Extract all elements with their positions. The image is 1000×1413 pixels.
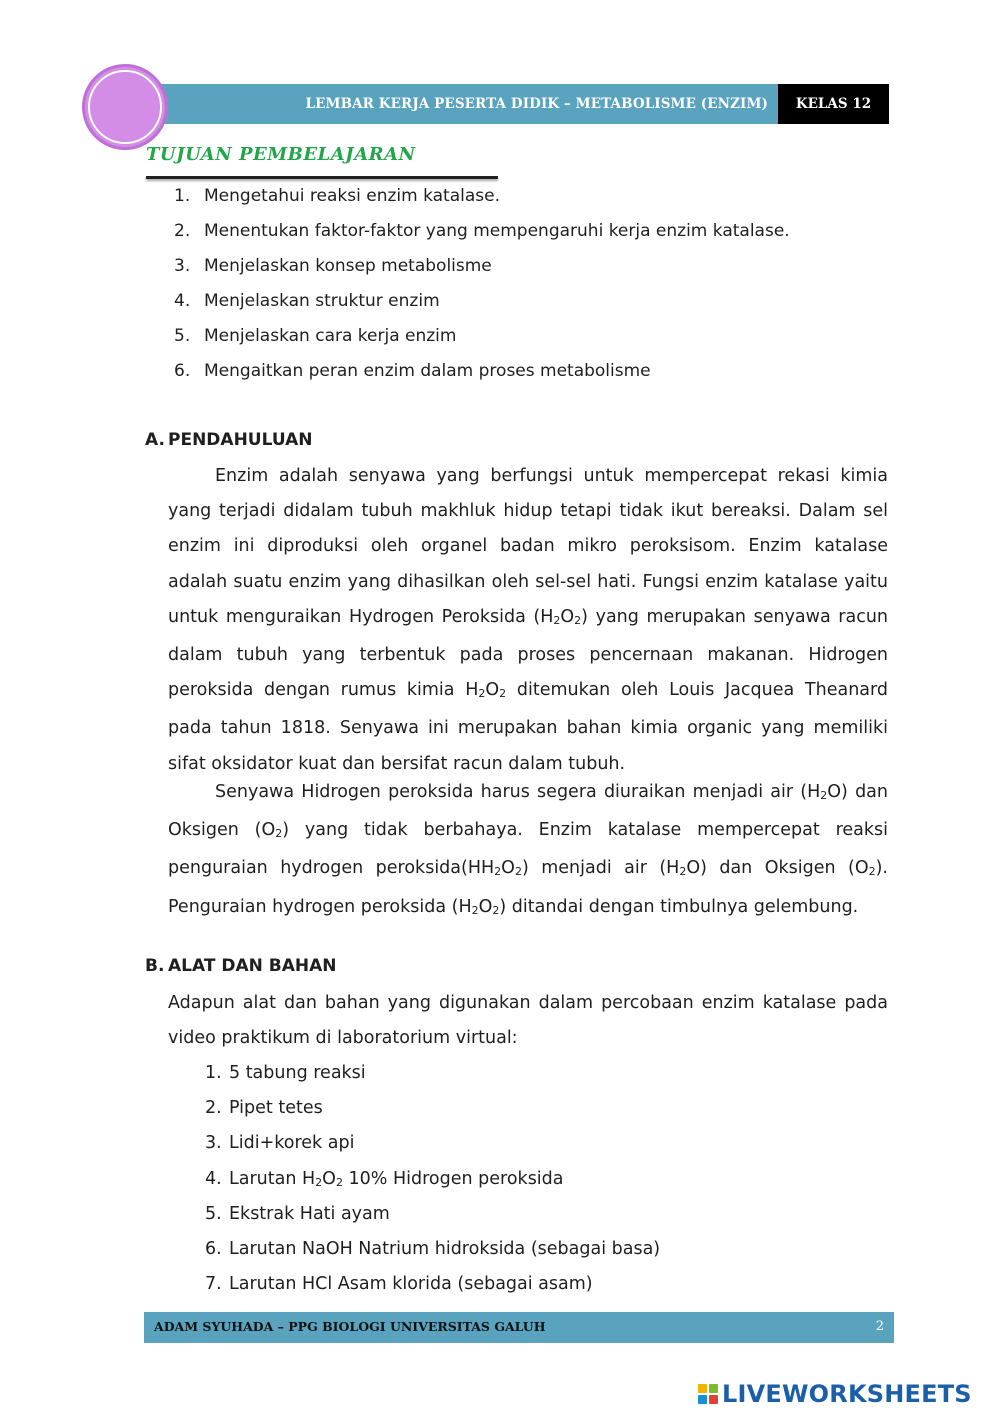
item-text: Larutan NaOH Natrium hidroksida (sebagai basa) xyxy=(229,1238,661,1259)
item-number: 1. xyxy=(174,186,191,206)
text-run: ) yang merupakan senyawa racun dalam tubuh yang terbentuk pada proses pencernaan makanan. Hidrogen peroksida dengan rumus kimia H xyxy=(168,606,888,701)
list-item xyxy=(205,1269,660,1304)
subscript: 2 xyxy=(478,687,486,701)
item-text: 5 tabung reaksi xyxy=(229,1063,366,1083)
subscript: 2 xyxy=(275,827,283,841)
text-run: 10% Hidrogen peroksida xyxy=(348,1168,564,1189)
watermark-text: LIVEWORKSHEETS xyxy=(722,1380,972,1408)
subscript: 2 xyxy=(315,1175,323,1189)
list-item xyxy=(174,219,790,254)
subscript: 2 xyxy=(335,1175,343,1189)
text-run: ) yang tidak berbahaya. Enzim katalase mempercepat reaksi penguraian hydrogen peroksida(H xyxy=(168,820,888,879)
item-number: 2. xyxy=(205,1098,222,1119)
text-run: O) dan Oksigen (O xyxy=(686,858,869,879)
list-item xyxy=(174,254,790,289)
item-number: 5. xyxy=(174,326,191,346)
list-item xyxy=(205,1093,660,1128)
section-b-heading xyxy=(145,956,336,976)
subscript: 2 xyxy=(868,865,876,879)
text-run: O xyxy=(501,858,515,879)
text-run: ditemukan oleh Louis Jacquea Theanard pada tahun 1818. Senyawa ini merupakan bahan kimia organic yang memiliki sifat oksidator kuat dan bersifat racun dalam tubuh. xyxy=(168,680,889,774)
heading-divider xyxy=(146,176,498,179)
footer-author: ADAM SYUHADA – PPG BIOLOGI UNIVERSITAS GALUH xyxy=(154,1319,546,1334)
intro-paragraph-1 xyxy=(168,459,888,782)
text-run: H xyxy=(481,858,495,879)
list-item xyxy=(205,1058,660,1093)
item-number: 6. xyxy=(205,1238,222,1259)
item-text xyxy=(229,1164,564,1199)
list-item xyxy=(205,1164,660,1199)
subscript: 2 xyxy=(553,613,561,627)
list-item xyxy=(205,1199,660,1234)
item-number: 6. xyxy=(174,361,191,381)
text-run: Senyawa Hidrogen peroksida harus segera diuraikan menjadi air (H xyxy=(215,782,821,802)
class-label: KELAS 12 xyxy=(778,84,889,124)
text-run: Larutan H xyxy=(229,1168,316,1189)
liveworksheets-logo xyxy=(698,1377,972,1411)
list-item xyxy=(174,324,790,359)
item-text: Menjelaskan struktur enzim xyxy=(204,291,440,311)
list-item xyxy=(174,184,790,219)
subscript: 2 xyxy=(471,903,479,917)
materials-list xyxy=(205,1058,660,1304)
text-run: O xyxy=(485,680,500,701)
text-run: ) ditandai dengan timbulnya gelembung. xyxy=(499,896,859,917)
text-run: ). Penguraian hydrogen peroksida (H xyxy=(168,858,888,917)
subscript: 2 xyxy=(514,865,522,879)
item-text: Menjelaskan konsep metabolisme xyxy=(204,256,492,276)
intro-paragraph-2 xyxy=(168,775,888,928)
text-run: O) dan Oksigen (O xyxy=(168,782,888,841)
materials-intro: Adapun alat dan bahan yang digunakan dalam percobaan enzim katalase pada video praktikum di laboratorium virtual: xyxy=(168,993,888,1049)
list-item xyxy=(205,1128,660,1163)
subscript: 2 xyxy=(492,903,500,917)
liveworksheets-grid-icon xyxy=(698,1384,718,1404)
section-letter: B. xyxy=(145,956,165,976)
section-letter: A. xyxy=(145,430,165,450)
item-text: Ekstrak Hati ayam xyxy=(229,1203,390,1224)
logo-ring-icon xyxy=(88,70,162,144)
text-run: ) menjadi air (H xyxy=(521,858,680,879)
page-number: 2 xyxy=(875,1319,884,1334)
section-title: PENDAHULUAN xyxy=(168,430,313,450)
subscript: 2 xyxy=(820,789,828,802)
item-text: Menjelaskan cara kerja enzim xyxy=(204,326,457,346)
header-title: LEMBAR KERJA PESERTA DIDIK – METABOLISME (ENZIM) xyxy=(305,96,768,112)
item-text: Menentukan faktor-faktor yang mempengaruhi kerja enzim katalase. xyxy=(204,221,790,241)
text-run: O xyxy=(322,1168,336,1189)
list-item xyxy=(174,359,790,394)
item-text: Mengaitkan peran enzim dalam proses metabolisme xyxy=(204,361,651,381)
objectives-heading: TUJUAN PEMBELAJARAN xyxy=(146,144,416,165)
subscript: 2 xyxy=(574,613,582,627)
item-number: 5. xyxy=(205,1203,222,1224)
list-item xyxy=(205,1234,660,1269)
subscript: 2 xyxy=(499,687,507,701)
item-text: Pipet tetes xyxy=(229,1098,323,1119)
section-a-heading xyxy=(145,430,313,450)
text-run: Enzim adalah senyawa yang berfungsi untuk mempercepat rekasi kimia yang terjadi didalam tubuh makhluk hidup tetapi tidak ikut bereaksi. Dalam sel enzim ini diproduksi oleh organel badan mikro peroksisom. Enzim katalase adalah suatu enzim yang dihasilkan oleh sel-sel hati. Fungsi enzim katalase yaitu untuk menguraikan Hydrogen Peroksida (H xyxy=(168,466,888,627)
item-text: Larutan HCl Asam klorida (sebagai asam) xyxy=(229,1274,593,1295)
subscript: 2 xyxy=(679,865,687,879)
item-text: Mengetahui reaksi enzim katalase. xyxy=(204,186,500,206)
item-number: 4. xyxy=(174,291,191,311)
subscript: 2 xyxy=(494,865,502,879)
section-title: ALAT DAN BAHAN xyxy=(168,956,337,976)
item-number: 3. xyxy=(174,256,191,276)
text-run: O xyxy=(560,606,575,627)
item-number: 7. xyxy=(205,1274,222,1295)
text-run: O xyxy=(478,896,493,917)
item-text: Lidi+korek api xyxy=(229,1133,355,1154)
item-number: 1. xyxy=(205,1063,222,1083)
item-number: 3. xyxy=(205,1133,222,1154)
item-number: 2. xyxy=(174,221,191,241)
item-number: 4. xyxy=(205,1168,222,1189)
objectives-list xyxy=(174,184,790,394)
list-item xyxy=(174,289,790,324)
